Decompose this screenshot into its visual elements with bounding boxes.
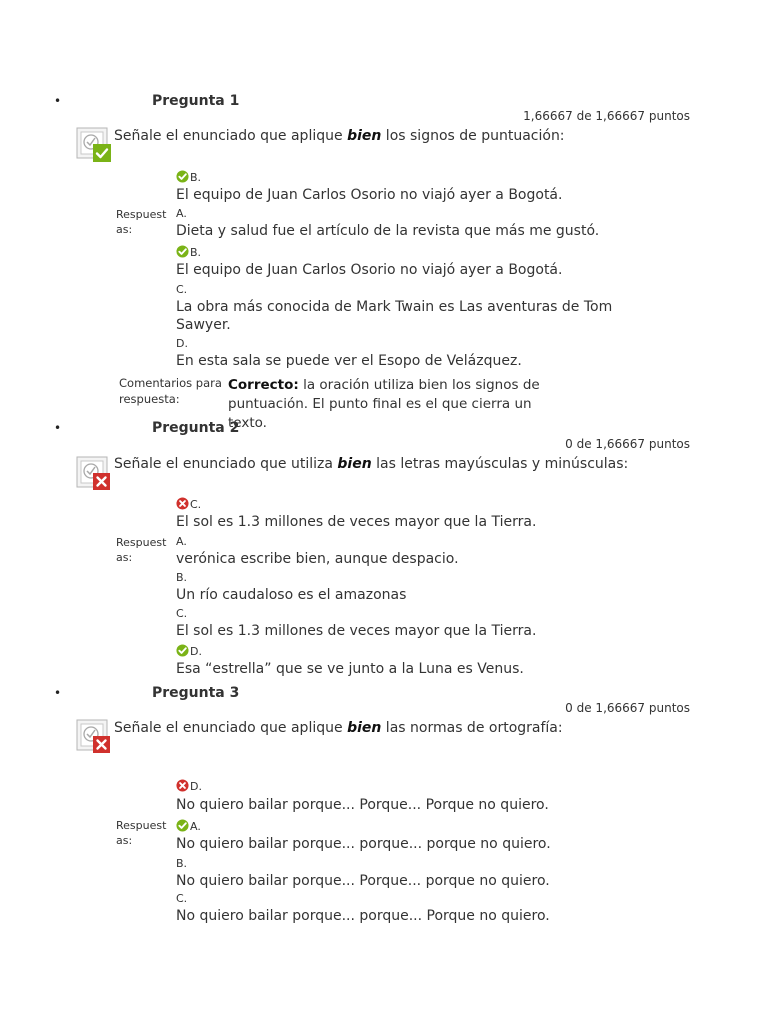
option-letter: B. [176,245,201,259]
question-incorrect-icon [76,719,108,751]
option-letter: B. [176,571,188,584]
question-prompt: Señale el enunciado que utiliza bien las letras mayúsculas y minúsculas: [114,456,629,472]
option-text: El sol es 1.3 millones de veces mayor que la Tierra. [176,623,537,639]
option-letter: A. [176,207,187,220]
question-correct-icon [76,127,108,159]
option-text: No quiero bailar porque... Porque... porque no quiero. [176,873,550,889]
question-prompt: Señale el enunciado que aplique bien los signos de puntuación: [114,128,565,144]
incorrect-cross-icon [176,497,189,510]
selected-answer-text: No quiero bailar porque... Porque... Porque no quiero. [176,797,549,813]
selected-answer-text: El sol es 1.3 millones de veces mayor que la Tierra. [176,514,537,530]
selected-answer-text: El equipo de Juan Carlos Osorio no viajó ayer a Bogotá. [176,187,563,203]
question-prompt: Señale el enunciado que aplique bien las normas de ortografía: [114,720,563,736]
question-points: 0 de 1,66667 puntos [565,701,690,715]
option-letter: C. [176,892,188,905]
option-letter: D. [176,644,202,658]
option-text: Un río caudaloso es el amazonas [176,587,407,603]
selected-answer-letter: B. [176,170,201,184]
correct-check-icon [176,644,189,657]
option-text: No quiero bailar porque... porque... Porque no quiero. [176,908,550,924]
question-incorrect-icon [76,456,108,488]
feedback-label: Comentarios para respuesta: [119,376,222,406]
option-letter: A. [176,819,201,833]
option-letter: A. [176,535,187,548]
question-title: Pregunta 3 [152,685,240,701]
feedback-text: Correcto: la oración utiliza bien los signos de puntuación. El punto final es el que cierra un texto. [228,377,540,431]
question-points: 0 de 1,66667 puntos [565,437,690,451]
list-bullet: • [54,686,62,700]
option-text: Dieta y salud fue el artículo de la revista que más me gustó. [176,223,600,239]
question-title: Pregunta 1 [152,93,240,109]
option-text: verónica escribe bien, aunque despacio. [176,551,459,567]
responses-label: Respuest as: [116,819,167,847]
question-title: Pregunta 2 [152,420,240,436]
option-letter: C. [176,607,188,620]
selected-answer-letter: D. [176,779,202,793]
list-bullet: • [54,421,62,435]
option-text: En esta sala se puede ver el Esopo de Velázquez. [176,353,522,369]
responses-label: Respuest as: [116,536,167,564]
selected-answer-letter: C. [176,497,201,511]
question-points: 1,66667 de 1,66667 puntos [523,109,690,123]
option-text: La obra más conocida de Mark Twain es Las aventuras de Tom Sawyer. [176,299,613,333]
correct-check-icon [176,819,189,832]
responses-label: Respuest as: [116,208,167,236]
option-text: Esa “estrella” que se ve junto a la Luna es Venus. [176,661,524,677]
option-text: No quiero bailar porque... porque... porque no quiero. [176,836,551,852]
option-letter: C. [176,283,188,296]
option-letter: D. [176,337,188,350]
incorrect-cross-icon [176,779,189,792]
option-text: El equipo de Juan Carlos Osorio no viajó ayer a Bogotá. [176,262,563,278]
option-letter: B. [176,857,188,870]
list-bullet: • [54,94,62,108]
correct-check-icon [176,245,189,258]
correct-check-icon [176,170,189,183]
